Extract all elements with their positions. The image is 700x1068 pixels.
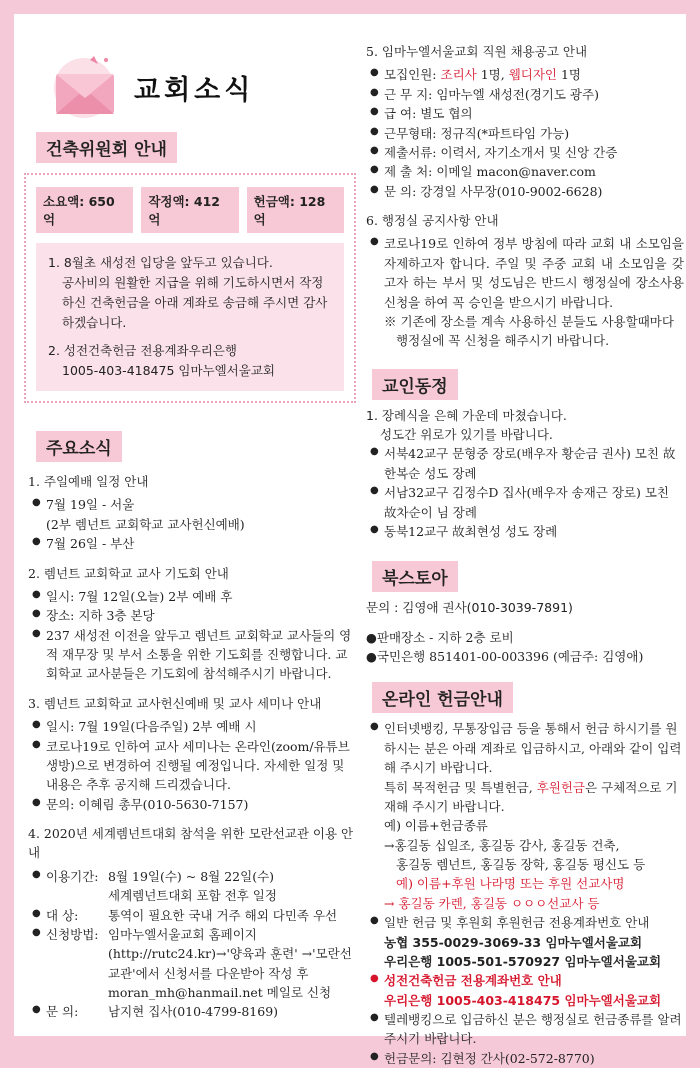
bookstore-contact: 문의 : 김영애 권사(010-3039-7891) bbox=[366, 600, 573, 616]
news-2-item-2: ● 장소: 지하 3층 본당 bbox=[28, 606, 356, 625]
news-4-contact: ● 문 의: 남지현 집사(010-4799-8169) bbox=[28, 1002, 356, 1021]
cost-total: 소요액: 650억 bbox=[36, 187, 133, 233]
news-list bbox=[24, 472, 356, 1022]
bookstore-account: ●국민은행 851401-00-003396 (예금주: 김영애) bbox=[366, 649, 644, 664]
jobs-section bbox=[366, 42, 684, 351]
office-notice: ● 코로나19로 인하여 정부 방침에 따라 교회 내 소모임을 자제하고자 합니다. 주일 및 주중 교회 내 소모임을 갖고자 하는 부서 및 성도님은 반드시 행정실에 장소사용신청을 하여 꼭 승인을 받으시기 바랍니다. bbox=[366, 234, 684, 312]
news-heading: 주요소식 bbox=[36, 431, 122, 462]
online-special: 특히 목적헌금 및 특별헌금, 후원헌금은 구체적으로 기재해 주시기 바랍니다. bbox=[384, 779, 678, 814]
news-1-title: 1. 주일예배 일정 안내 bbox=[28, 474, 149, 489]
news-4-period: ● 이용기간: 8월 19일(수) ~ 8월 22일(수) 세계렘넌트대회 포함 전후 일정 bbox=[28, 867, 356, 906]
online-telebanking: ● 텔레뱅킹으로 입금하신 분은 행정실로 헌금종류를 알려주시기 바랍니다. bbox=[366, 1010, 684, 1049]
bulletin-page bbox=[14, 14, 686, 1066]
bookstore-location: ●판매장소 - 지하 2층 로비 bbox=[366, 629, 514, 645]
jobs-submit: ● 제 출 처: 이메일 macon@naver.com bbox=[366, 162, 684, 181]
news-3-item-2: ● 코로나19로 인하여 교사 세미나는 온라인(zoom/유튜브 생방)으로 변경하여 진행될 예정입니다. 자세한 일정 및 내용은 추후 공지해 드리겠습니다. bbox=[28, 737, 356, 795]
cost-given: 헌금액: 128억 bbox=[247, 187, 344, 233]
news-1-item-2: ● 7월 26일 - 부산 bbox=[28, 534, 356, 553]
building-item-1-detail: 공사비의 원활한 지급을 위해 기도하시면서 작정하신 건축헌금을 아래 계좌로 송금해 주시면 감사하겠습니다. bbox=[62, 275, 328, 330]
online-building-account: 우리은행 1005-403-418475 임마누엘서울교회 bbox=[384, 992, 662, 1008]
members-item-2: ● 서남32교구 김정수D 집사(배우자 송재근 장로) 모친 故차순이 님 장례 bbox=[366, 483, 684, 522]
left-column bbox=[24, 132, 356, 1022]
news-2-item-1: ● 일시: 7월 12일(오늘) 2부 예배 후 bbox=[28, 587, 356, 606]
online-example-4: → 홍길동 카렌, 홍길동 ㅇㅇㅇ선교사 등 bbox=[384, 895, 600, 911]
building-notice bbox=[36, 243, 344, 391]
news-3-item-1: ● 일시: 7월 19일(다음주일) 2부 예배 시 bbox=[28, 717, 356, 736]
jobs-form: ● 근무형태: 정규직(*파트타임 가능) bbox=[366, 124, 684, 143]
building-box bbox=[24, 173, 356, 403]
jobs-pay: ● 급 여: 별도 협의 bbox=[366, 104, 684, 123]
jobs-ask: ● 문 의: 강경일 사무장(010-9002-6628) bbox=[366, 182, 684, 201]
online-intro: ● 인터넷뱅킹, 무통장입금 등을 통해서 헌금 하시기를 원하시는 분은 아래 계좌로 입금하시고, 아래와 같이 입력해 주시기 바랍니다. bbox=[366, 719, 684, 777]
members-item-3: ● 동북12교구 故최현성 성도 장례 bbox=[366, 522, 684, 541]
building-heading: 건축위원회 안내 bbox=[36, 132, 177, 163]
news-2-title: 2. 렘넌트 교회학교 교사 기도회 안내 bbox=[28, 565, 229, 581]
members-section bbox=[366, 406, 684, 542]
jobs-title: 5. 임마누엘서울교회 직원 채용공고 안내 bbox=[366, 44, 588, 59]
members-title: 1. 장례식을 은혜 가운데 마쳤습니다. bbox=[366, 407, 567, 423]
online-general-account-2: 우리은행 1005-501-570927 임마누엘서울교회 bbox=[384, 953, 662, 969]
page-title: 교회소식 bbox=[134, 75, 255, 106]
online-building-title: ● 성전건축헌금 전용계좌번호 안내 bbox=[366, 971, 684, 990]
news-4-apply: ● 신청방법: 임마누엘서울교회 홈페이지 (http://rutc24.kr)→'양육과 훈련' →'모란선교관'에서 신청서를 다운받아 작성 후 moran_mh@hanmail.net 메일로 신청 bbox=[28, 925, 356, 1003]
news-3-item-3: ● 문의: 이혜림 총무(010-5630-7157) bbox=[28, 795, 356, 814]
bookstore-section bbox=[366, 598, 684, 666]
jobs-docs: ● 제출서류: 이력서, 자기소개서 및 신앙 간증 bbox=[366, 143, 684, 162]
building-item-2: 2. 성전건축헌금 전용계좌우리은행 bbox=[48, 343, 237, 358]
members-title-2: 성도간 위로가 있기를 바랍니다. bbox=[380, 427, 553, 442]
online-example: 예) 이름+헌금종류 bbox=[384, 818, 488, 834]
online-section bbox=[366, 719, 684, 1068]
jobs-place: ● 근 무 지: 임마누엘 새성전(경기도 광주) bbox=[366, 85, 684, 104]
online-general-title: ● 일반 헌금 및 후원회 후원헌금 전용계좌번호 안내 bbox=[366, 913, 684, 932]
right-column bbox=[366, 42, 684, 1068]
office-title: 6. 행정실 공지사항 안내 bbox=[366, 213, 499, 228]
news-2-item-3: ● 237 새성전 이전을 앞두고 렘넌트 교회학교 교사들의 영적 재무장 및 부서 소통을 위한 기도회를 진행합니다. 교회학교 교사분들은 기도회에 참석해주시기 바랍니다. bbox=[28, 626, 356, 684]
members-item-1: ● 서북42교구 문형중 장로(배우자 황순금 권사) 모친 故한복순 성도 장례 bbox=[366, 444, 684, 483]
cost-pledged: 작정액: 412억 bbox=[141, 187, 238, 233]
online-example-1: →홍길동 십일조, 홍길동 감사, 홍길동 건축, bbox=[384, 837, 620, 853]
online-example-3: 예) 이름+후원 나라명 또는 후원 선교사명 bbox=[396, 876, 625, 892]
news-1-item-1-detail: (2부 렘넌트 교회학교 교사헌신예배) bbox=[46, 516, 245, 532]
building-account: 1005-403-418475 임마누엘서울교회 bbox=[62, 363, 275, 378]
office-note: ※ 기존에 장소를 계속 사용하신 분들도 사용할때마다 행정실에 꼭 신청을 해주시기 바랍니다. bbox=[384, 313, 674, 349]
cost-row bbox=[36, 187, 344, 233]
news-4-target: ● 대 상: 통역이 필요한 국내 거주 해외 다민족 우선 bbox=[28, 906, 356, 925]
online-heading: 온라인 헌금안내 bbox=[372, 682, 513, 713]
bookstore-heading: 북스토아 bbox=[372, 561, 458, 592]
online-example-2: 홍길동 렘넌트, 홍길동 장학, 홍길동 평신도 등 bbox=[396, 857, 646, 872]
news-1-item-1: ● 7월 19일 - 서울 bbox=[28, 495, 356, 514]
online-contact: ● 헌금문의: 김현정 간사(02-572-8770) bbox=[366, 1049, 684, 1068]
members-heading: 교인동정 bbox=[372, 369, 458, 400]
building-item-1: 1. 8월초 새성전 입당을 앞두고 있습니다. bbox=[48, 255, 273, 270]
online-general-account-1: 농협 355-0029-3069-33 임마누엘서울교회 bbox=[384, 934, 643, 950]
jobs-recruit: ● 모집인원: 조리사 1명, 웹디자인 1명 bbox=[366, 65, 684, 84]
news-4-title: 4. 2020년 세계렘넌트대회 참석을 위한 모란선교관 이용 안내 bbox=[28, 826, 354, 861]
news-3-title: 3. 렘넌트 교회학교 교사헌신예배 및 교사 세미나 안내 bbox=[28, 695, 322, 711]
